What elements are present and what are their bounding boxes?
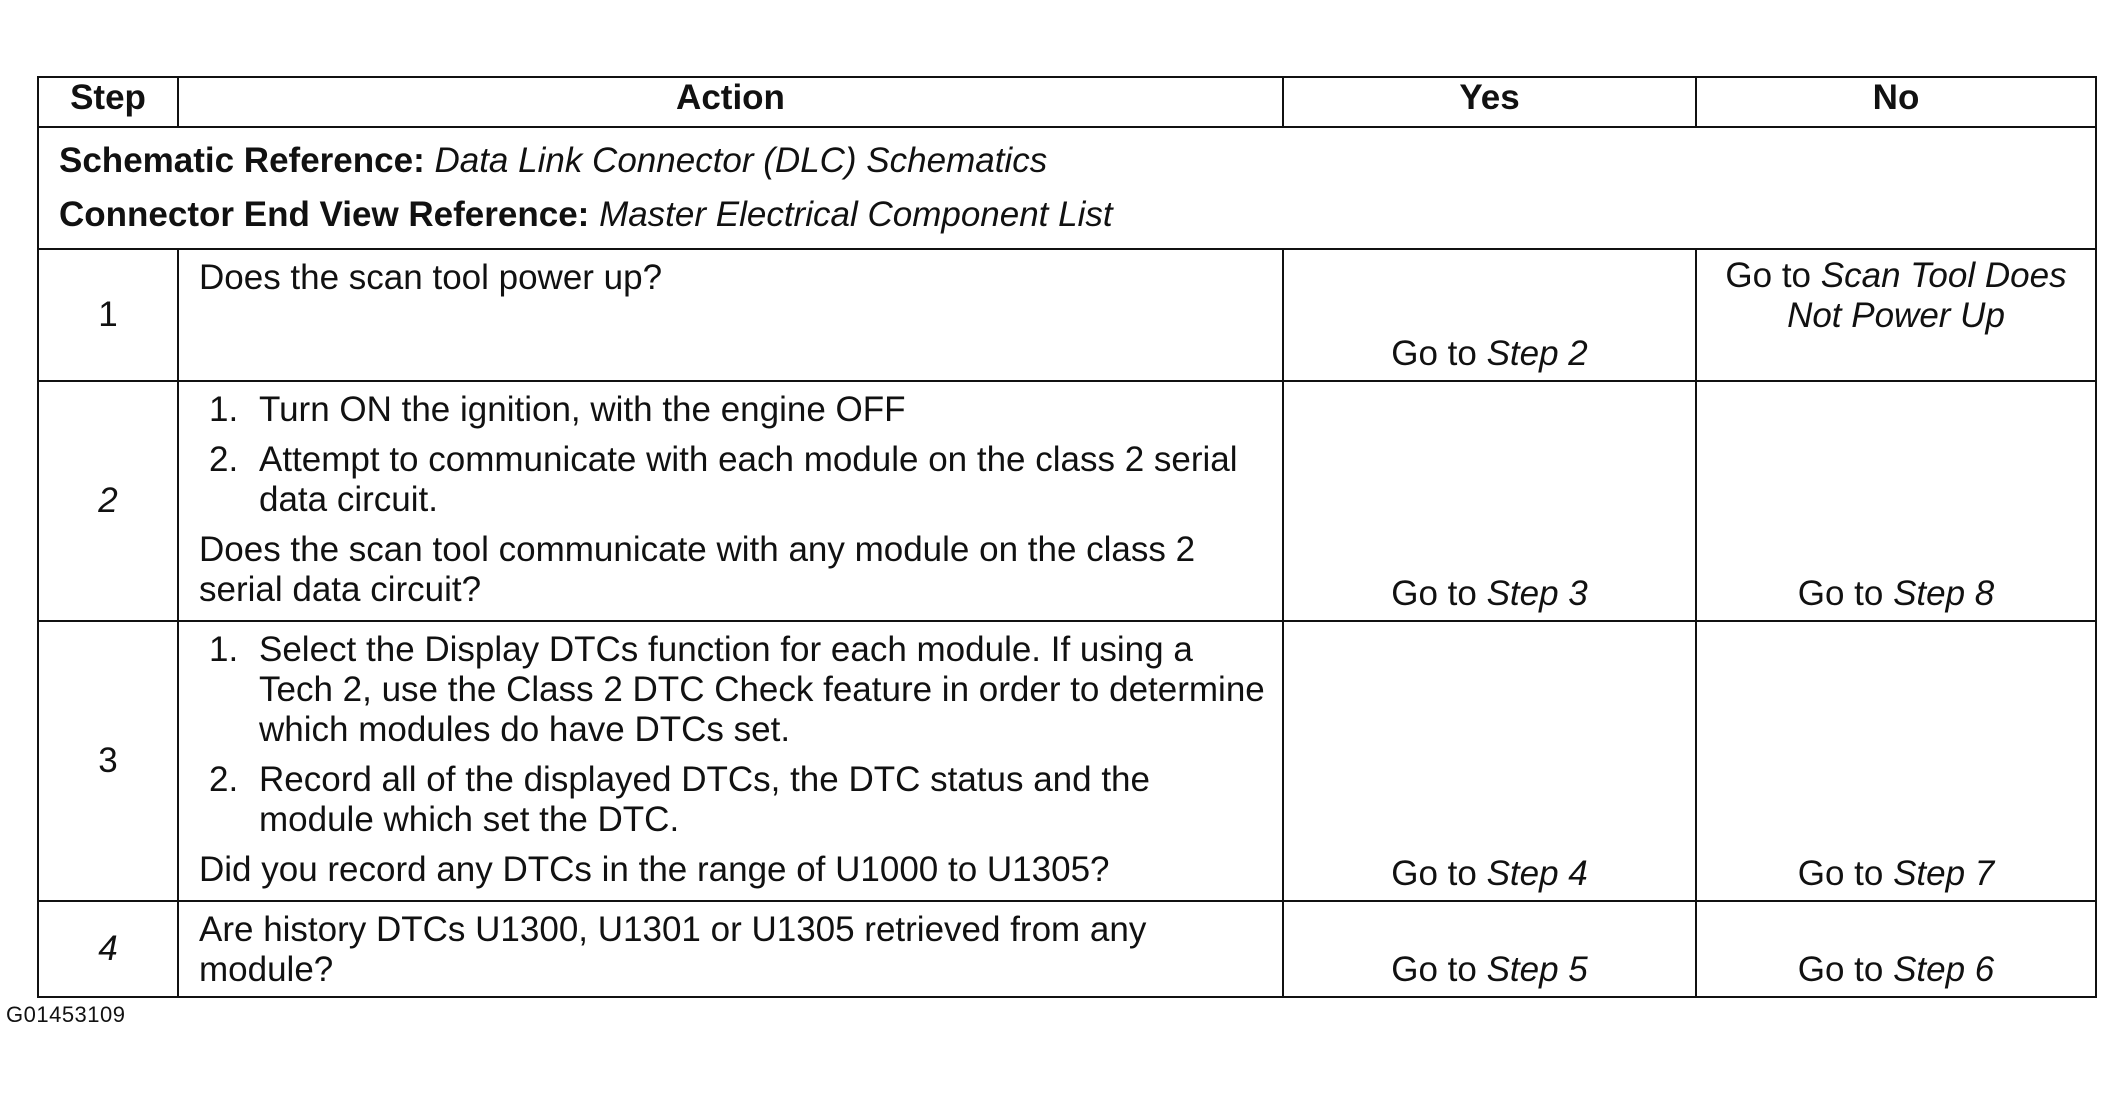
yes-link[interactable]: Step 4	[1486, 854, 1588, 893]
connector-reference	[59, 188, 2079, 242]
step-question: Are history DTCs U1300, U1301 or U1305 retrieved from any module?	[199, 910, 1147, 989]
step-number: 3	[38, 621, 178, 901]
instruction-number: 2.	[209, 760, 239, 799]
yes-cell	[1283, 901, 1696, 997]
reference-row	[38, 127, 2096, 249]
action-cell	[178, 381, 1283, 621]
yes-link[interactable]: Step 3	[1486, 574, 1588, 613]
action-cell	[178, 621, 1283, 901]
step-question: Does the scan tool communicate with any module on the class 2 serial data circuit?	[199, 530, 1196, 609]
diagnostic-table	[37, 76, 2097, 998]
no-prefix: Go to	[1725, 256, 1812, 295]
step-number: 4	[38, 901, 178, 997]
header-step: Step	[38, 77, 178, 127]
step-row-4	[38, 901, 2096, 997]
yes-cell	[1283, 249, 1696, 381]
step-row-3	[38, 621, 2096, 901]
instruction-item	[209, 630, 1266, 750]
figure-id: G01453109	[6, 1002, 126, 1027]
header-row	[38, 77, 2096, 127]
header-action: Action	[178, 77, 1283, 127]
no-link[interactable]: Step 7	[1893, 854, 1995, 893]
yes-link[interactable]: Step 2	[1486, 334, 1588, 373]
instruction-list	[199, 390, 1266, 520]
yes-prefix: Go to	[1391, 574, 1477, 613]
yes-cell	[1283, 381, 1696, 621]
action-cell	[178, 901, 1283, 997]
no-prefix: Go to	[1797, 950, 1884, 989]
instruction-list	[199, 630, 1266, 840]
reference-cell	[38, 127, 2096, 249]
header-no: No	[1696, 77, 2096, 127]
instruction-number: 1.	[209, 390, 239, 429]
instruction-text: Select the Display DTCs function for each module. If using a Tech 2, use the Class 2 DTC Check feature in order to determine which modules do have DTCs set.	[259, 630, 1265, 749]
step-row-1	[38, 249, 2096, 381]
step-number: 2	[38, 381, 178, 621]
step-row-2	[38, 381, 2096, 621]
schematic-reference-label: Schematic Reference:	[59, 141, 425, 180]
instruction-number: 1.	[209, 630, 239, 669]
no-cell	[1696, 381, 2096, 621]
step-question: Did you record any DTCs in the range of U1000 to U1305?	[199, 850, 1110, 889]
header-yes: Yes	[1283, 77, 1696, 127]
step-number: 1	[38, 249, 178, 381]
no-cell	[1696, 249, 2096, 381]
no-link[interactable]: Step 8	[1893, 574, 1995, 613]
schematic-reference-link[interactable]: Data Link Connector (DLC) Schematics	[434, 141, 1048, 180]
yes-cell	[1283, 621, 1696, 901]
instruction-item	[209, 390, 1266, 430]
step-question: Does the scan tool power up?	[199, 258, 663, 297]
schematic-reference	[59, 134, 2079, 188]
instruction-number: 2.	[209, 440, 239, 479]
yes-prefix: Go to	[1391, 950, 1477, 989]
yes-prefix: Go to	[1391, 854, 1477, 893]
connector-reference-link[interactable]: Master Electrical Component List	[599, 195, 1113, 234]
instruction-text: Attempt to communicate with each module on the class 2 serial data circuit.	[259, 440, 1238, 519]
no-cell	[1696, 621, 2096, 901]
no-prefix: Go to	[1797, 574, 1884, 613]
connector-reference-label: Connector End View Reference:	[59, 195, 590, 234]
no-prefix: Go to	[1797, 854, 1884, 893]
instruction-text: Record all of the displayed DTCs, the DTC status and the module which set the DTC.	[259, 760, 1150, 839]
no-link[interactable]: Step 6	[1893, 950, 1995, 989]
no-link[interactable]: Scan Tool Does Not Power Up	[1787, 256, 2067, 335]
instruction-item	[209, 760, 1266, 840]
action-cell	[178, 249, 1283, 381]
instruction-item	[209, 440, 1266, 520]
yes-link[interactable]: Step 5	[1486, 950, 1588, 989]
instruction-text: Turn ON the ignition, with the engine OFF	[259, 390, 906, 429]
no-cell	[1696, 901, 2096, 997]
yes-prefix: Go to	[1391, 334, 1477, 373]
